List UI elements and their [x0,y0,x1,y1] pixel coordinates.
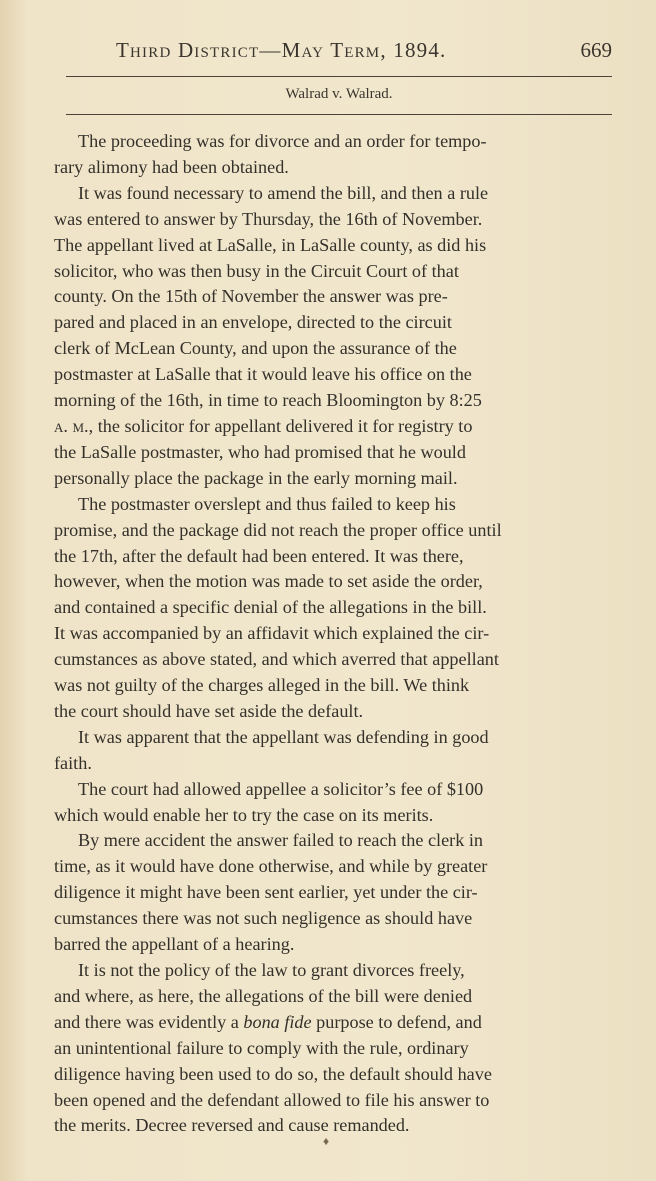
header-rule [66,76,612,77]
text-line: pared and placed in an envelope, directed to the circuit [54,312,452,333]
text-line: solicitor, who was then busy in the Circuit Court of that [54,260,459,281]
text-line: county. On the 15th of November the answer was pre- [54,286,448,307]
ornament-mark: ♦ [323,1134,330,1148]
case-title: Walrad v. Walrad. [285,86,393,102]
text-line: By mere accident the answer failed to reach the clerk in [78,830,483,851]
text-line: the 17th, after the default had been entered. It was there, [54,545,464,566]
text-line: The appellant lived at LaSalle, in LaSalle county, as did his [54,234,487,255]
text-line: the court should have set aside the default. [54,700,364,721]
text-line: promise, and the package did not reach the proper office until [54,519,502,540]
text-line: cumstances there was not such negligence as should have [54,908,473,929]
text-line: time, as it would have done otherwise, and while by greater [54,856,488,877]
text-line: however, when the motion was made to set aside the order, [54,571,483,592]
text-line: was not guilty of the charges alleged in the bill. We think [54,675,470,696]
text-line: faith. [54,752,92,773]
text-line: morning of the 16th, in time to reach Bloomington by 8:25 [54,390,482,411]
text-line: and contained a specific denial of the allegations in the bill. [54,597,487,618]
text-line: the merits. Decree reversed and cause remanded. [54,1115,410,1136]
text-line: The court had allowed appellee a solicitor’s fee of $100 [78,778,484,799]
text-line: The proceeding was for divorce and an order for tempo- [78,131,487,151]
text-line: the LaSalle postmaster, who had promised that he would [54,441,466,462]
text-line: barred the appellant of a hearing. [54,934,295,955]
text-line: It was apparent that the appellant was defending in good [78,726,489,747]
page-number: 669 [580,38,612,62]
page-header [52,38,616,70]
text-line: an unintentional failure to comply with the rule, ordinary [54,1037,469,1058]
text-line: and where, as here, the allegations of the bill were denied [54,985,473,1006]
text-line: been opened and the defendant allowed to file his answer to [54,1089,490,1110]
running-title: Third District—May Term, 1894. [116,38,447,62]
case-title-rule [66,114,612,115]
text-line: a. m., the solicitor for appellant delivered it for registry to [54,415,473,436]
text-line: diligence it might have been sent earlier, yet under the cir- [54,882,478,903]
text-line: which would enable her to try the case on its merits. [54,804,434,825]
text-line: cumstances as above stated, and which averred that appellant [54,649,499,670]
text-line: The postmaster overslept and thus failed to keep his [78,493,456,514]
text-line: personally place the package in the early morning mail. [54,467,458,488]
text-line: It was found necessary to amend the bill, and then a rule [78,182,489,203]
text-line: rary alimony had been obtained. [54,156,289,177]
text-line: postmaster at LaSalle that it would leave his office on the [54,364,472,385]
text-line: was entered to answer by Thursday, the 16th of November. [54,208,483,229]
text-line: and there was evidently a bona fide purpose to defend, and [54,1011,482,1032]
text-line: It was accompanied by an affidavit which explained the cir- [54,623,490,644]
opinion-text [54,129,627,1139]
text-line: diligence having been used to do so, the default should have [54,1063,492,1084]
text-line: clerk of McLean County, and upon the assurance of the [54,338,457,359]
text-line: It is not the policy of the law to grant divorces freely, [78,960,465,980]
